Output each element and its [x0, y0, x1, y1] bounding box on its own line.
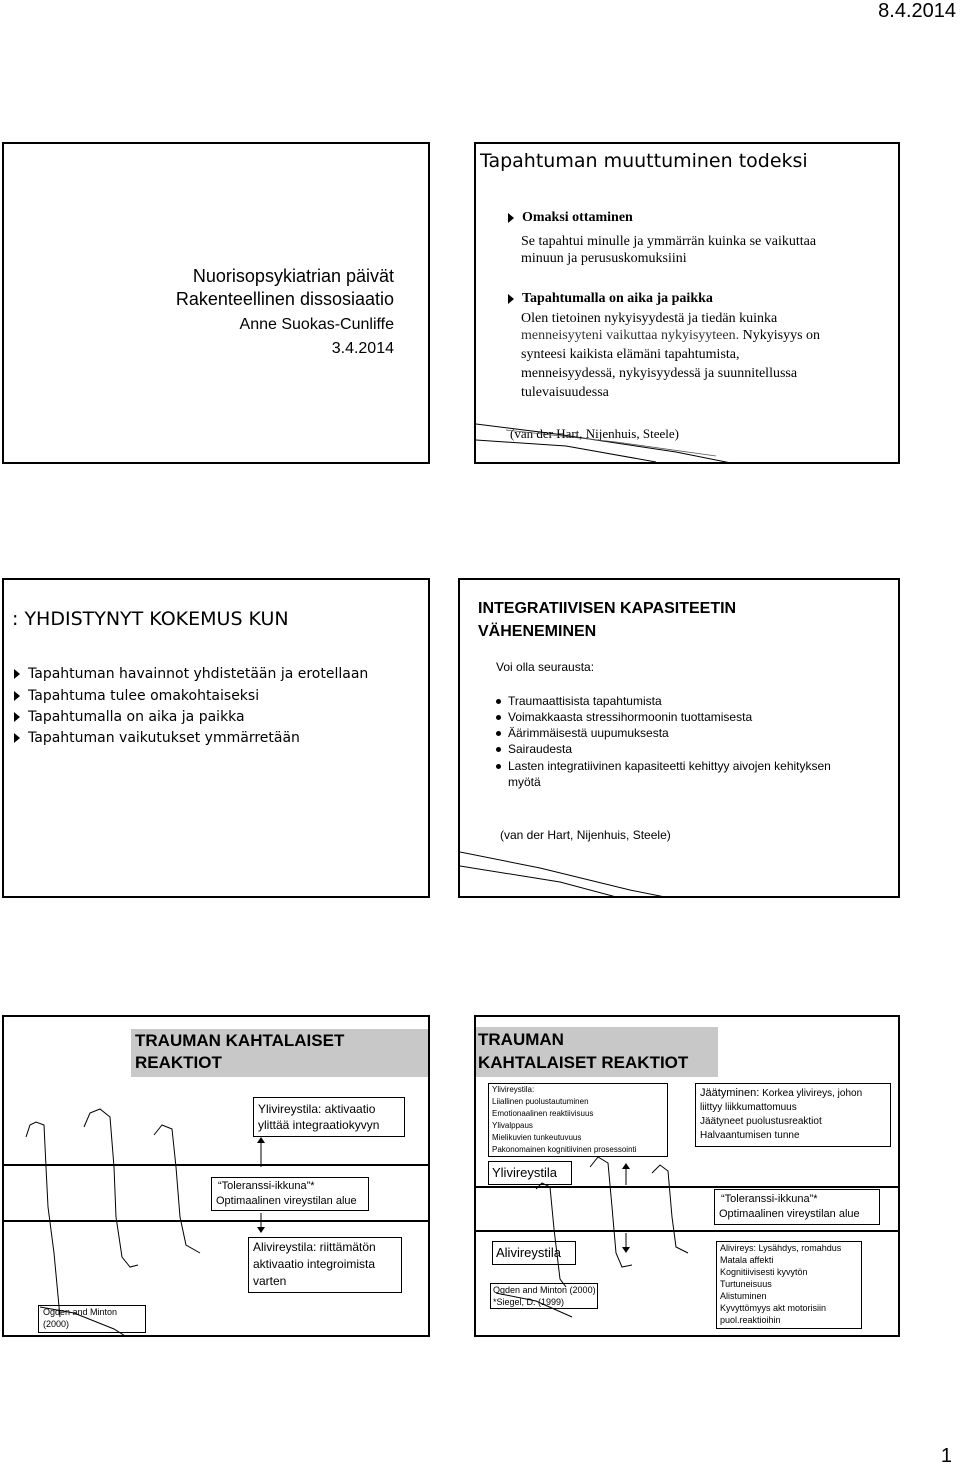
list-item: Äärimmäisestä uupumuksesta [496, 726, 669, 740]
hypoarousal-line-2: aktivaatio integroimista [253, 1257, 376, 1271]
reference: (van der Hart, Nijenhuis, Steele) [500, 828, 671, 842]
slide-tapahtuman-muuttuminen [474, 142, 900, 464]
hypoarousal-line-1: Alivireystila: riittämätön [253, 1240, 376, 1254]
reference: (van der Hart, Nijenhuis, Steele) [510, 426, 679, 441]
hypoarousal-item: Turtuneisuus [720, 1279, 772, 1289]
freeze-line: Halvaantumisen tunne [700, 1130, 800, 1141]
bullet-text: minuun ja perususkomuksiini [521, 251, 687, 266]
bullet-arrow-icon [14, 733, 20, 743]
freeze-line: Jäätyminen: Korkea ylivireys, johon [700, 1087, 863, 1099]
bullet-arrow-icon [14, 712, 20, 722]
hypoarousal-item: puol.reaktioihin [720, 1315, 781, 1325]
bullet-arrow-icon [14, 669, 20, 679]
hypoarousal-item: Alistuminen [720, 1291, 767, 1301]
hypoarousal-item: Alivireys: Lysähdys, romahdus [720, 1243, 842, 1253]
bullet-text: synteesi kaikista elämäni tapahtumista, [521, 347, 740, 362]
reference-line-1: Ogden and Minton [43, 1307, 118, 1317]
intro-text: Voi olla seurausta: [496, 660, 595, 674]
slide-trauman-kahtalaiset-reaktiot [2, 1015, 430, 1337]
list-item: Tapahtuman havainnot yhdistetään ja erotellaan [14, 666, 368, 682]
hypoarousal-item: Matala affekti [720, 1255, 774, 1265]
slide-title [2, 142, 430, 464]
hypoarousal-item: Kyvyttömyys akt motorisiin [720, 1303, 827, 1313]
arousal-wave-diagram [4, 1017, 430, 1337]
slide-title-line-2: VÄHENEMINEN [478, 623, 597, 640]
list-item: Lasten integratiivinen kapasiteetti kehittyy aivojen kehityksen [496, 759, 831, 773]
slide-title-line-2: KAHTALAISET REAKTIOT [478, 1053, 689, 1072]
page-number: 1 [940, 1445, 952, 1467]
slide-trauman-kahtalaiset-reaktiot-2 [474, 1015, 900, 1337]
hypoarousal-line-3: varten [253, 1274, 287, 1288]
slide-title-line-2: REAKTIOT [135, 1053, 222, 1072]
slide-title: : YHDISTYNYT KOKEMUS KUN [12, 608, 289, 630]
slide-integratiivisen-kapasiteetin [458, 578, 900, 898]
reference-line-2: *Siegel, D. (1999) [493, 1297, 565, 1307]
freeze-line: Jäätyneet puolustusreaktiot [700, 1116, 822, 1127]
list-item: Traumaattisista tapahtumista [496, 694, 662, 708]
hyperarousal-item: Mielikuvien tunkeutuvuus [492, 1133, 582, 1142]
list-item-continuation: myötä [508, 775, 541, 789]
slide-title-line-1: INTEGRATIIVISEN KAPASITEETIN [478, 600, 737, 617]
author-name: Anne Suokas-Cunliffe [239, 316, 394, 333]
hyperarousal-item: Liiallinen puolustautuminen [492, 1097, 589, 1106]
bullet-text: menneisyyteni vaikuttaa nykyisyyteen. Nykyisyys on [521, 328, 821, 343]
list-item: Sairaudesta [496, 742, 572, 756]
list-item: Tapahtumalla on aika ja paikka [14, 709, 245, 725]
reference-line-1: Ogden and Minton (2000) [493, 1285, 596, 1295]
hypoarousal-label: Alivireystila [496, 1245, 562, 1260]
bullet-aika-ja-paikka: Tapahtumalla on aika ja paikka [508, 291, 713, 307]
hyperarousal-item: Ylivireystila: [492, 1085, 535, 1094]
bullet-text: Olen tietoinen nykyisyydestä ja tiedän kuinka [521, 311, 778, 326]
slide-title-line-1: TRAUMAN KAHTALAISET [135, 1031, 345, 1050]
hyperarousal-item: Pakonomainen kognitiivinen prosessointi [492, 1145, 637, 1154]
freeze-line: liittyy liikkumattomuus [700, 1102, 797, 1113]
list-item: Tapahtuman vaikutukset ymmärretään [14, 730, 300, 746]
slide-title-line-1: TRAUMAN [478, 1030, 564, 1049]
presentation-date: 3.4.2014 [331, 340, 394, 357]
slide-title: Tapahtuman muuttuminen todeksi [480, 150, 808, 172]
hypoarousal-item: Kognitiivisesti kyvytön [720, 1267, 808, 1277]
hyperarousal-item: Emotionaalinen reaktiivisuus [492, 1109, 594, 1118]
decorative-lines [460, 580, 900, 898]
page-date: 8.4.2014 [878, 0, 956, 22]
hyperarousal-item: Ylivalppaus [492, 1121, 533, 1130]
bullet-omaksi-ottaminen: Omaksi ottaminen [508, 210, 633, 226]
title-line-1: Nuorisopsykiatrian päivät [192, 266, 394, 286]
decorative-lines [476, 144, 900, 464]
bullet-text: Se tapahtui minulle ja ymmärrän kuinka se vaikuttaa [521, 234, 817, 249]
tolerance-line-1: “Toleranssi-ikkuna”* [218, 1180, 315, 1192]
hyperarousal-label: Ylivireystila [492, 1165, 558, 1180]
tolerance-line-2: Optimaalinen vireystilan alue [719, 1208, 860, 1220]
list-item: Tapahtuma tulee omakohtaiseksi [14, 688, 259, 704]
list-item: Voimakkaasta stressihormoonin tuottamisesta [496, 710, 752, 724]
hyperarousal-line-2: ylittää integraatiokyvyn [258, 1118, 380, 1132]
bullet-text: menneisyydessä, nykyisyydessä ja suunnitellussa [521, 366, 798, 381]
bullet-text: tulevaisuudessa [521, 385, 609, 400]
tolerance-line-2: Optimaalinen vireystilan alue [216, 1195, 357, 1207]
title-line-2: Rakenteellinen dissosiaatio [175, 289, 394, 309]
tolerance-line-1: “Toleranssi-ikkuna”* [721, 1193, 818, 1205]
hyperarousal-line-1: Ylivireystila: aktivaatio [258, 1102, 376, 1116]
bullet-arrow-icon [14, 691, 20, 701]
reference-line-2: (2000) [43, 1319, 70, 1329]
arousal-wave-diagram [476, 1017, 900, 1337]
slide-yhdistynyt-kokemus [2, 578, 430, 898]
